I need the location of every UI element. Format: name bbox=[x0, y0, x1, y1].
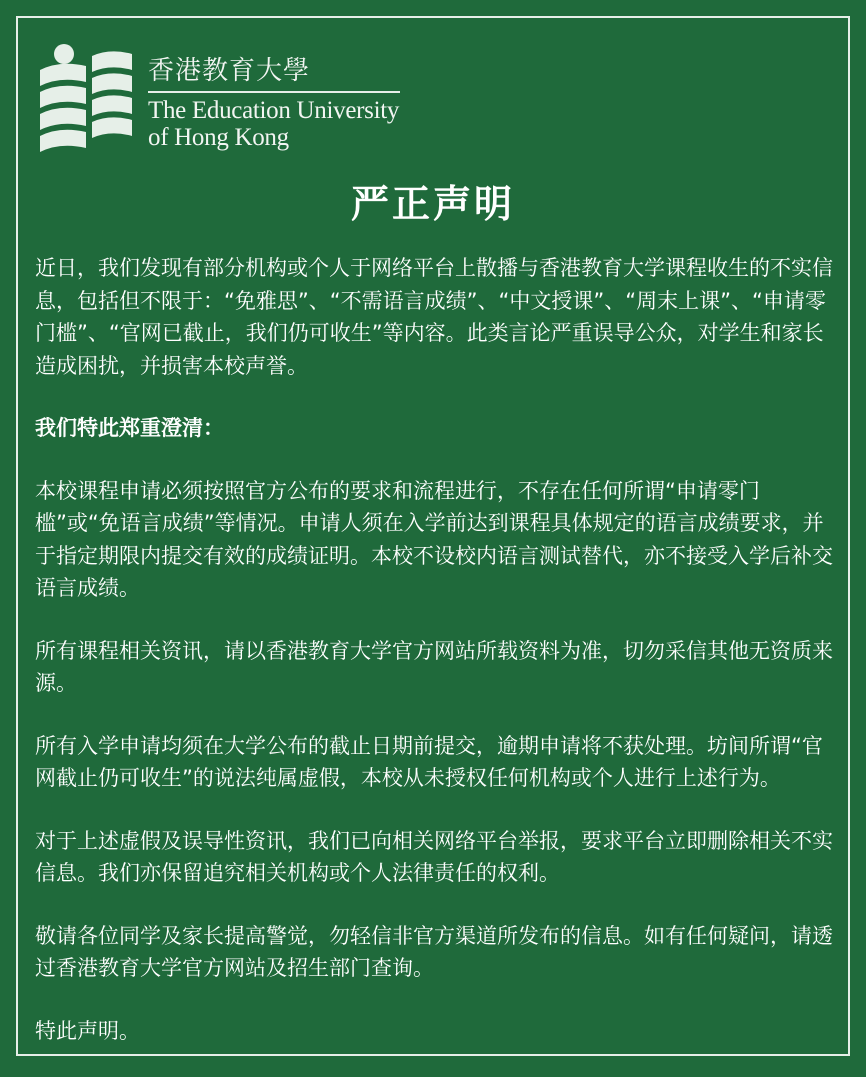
eduhk-logo-icon bbox=[38, 42, 134, 154]
logo-english-line-2: of Hong Kong bbox=[148, 124, 289, 151]
paragraph-application-requirements: 本校课程申请必须按照官方公布的要求和流程进行，不存在任何所谓“申请零门槛”或“免语言成绩”等情况。申请人须在入学前达到课程具体规定的语言成绩要求，并于指定期限内提交有效的成绩证明。本校不设校内语言测试替代，亦不接受入学后补交语言成绩。 bbox=[35, 478, 833, 600]
paragraph-legal-action: 对于上述虚假及误导性资讯，我们已向相关网络平台举报，要求平台立即删除相关不实信息。我们亦保留追究相关机构或个人法律责任的权利。 bbox=[35, 828, 833, 885]
paragraph-intro: 近日，我们发现有部分机构或个人于网络平台上散播与香港教育大学课程收生的不实信息，包括但不限于：“免雅思”、“不需语言成绩”、“中文授课”、“周末上课”、“申请零门槛”、“官网已截止，我们仍可收生”等内容。此类言论严重误导公众，对学生和家长造成困扰，并损害本校声誉。 bbox=[35, 256, 833, 378]
logo-english-line-1: The Education University bbox=[148, 97, 400, 124]
statement-body bbox=[35, 252, 835, 1077]
statement-title: 严正声明 bbox=[350, 181, 515, 226]
paragraph-official-source: 所有课程相关资讯，请以香港教育大学官方网站所载资料为准，切勿采信其他无资质来源。 bbox=[35, 638, 833, 695]
logo-divider bbox=[148, 91, 400, 93]
paragraph-closing: 特此声明。 bbox=[35, 1018, 140, 1043]
logo-chinese-name: 香港教育大學 bbox=[148, 56, 311, 86]
logo-wordmark bbox=[148, 56, 400, 151]
paragraph-advice: 敬请各位同学及家长提高警觉，勿轻信非官方渠道所发布的信息。如有任何疑问，请透过香港教育大学官方网站及招生部门查询。 bbox=[35, 923, 833, 980]
paragraph-clarification-heading: 我们特此郑重澄清： bbox=[35, 416, 224, 440]
paragraph-deadline: 所有入学申请均须在大学公布的截止日期前提交，逾期申请将不获处理。坊间所谓“官网截止仍可收生”的说法纯属虚假，本校从未授权任何机构或个人进行上述行为。 bbox=[35, 733, 823, 790]
university-logo bbox=[38, 42, 400, 154]
